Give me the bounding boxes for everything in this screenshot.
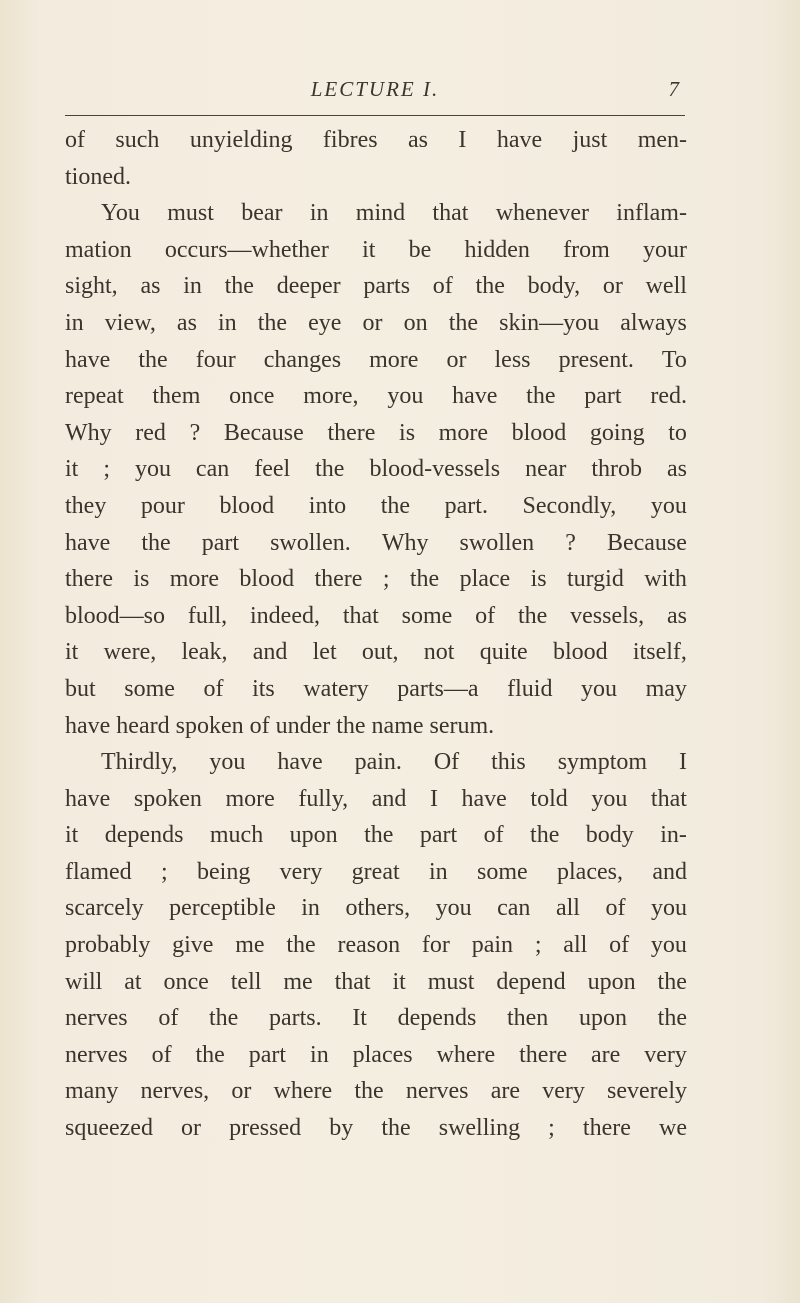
word: is — [399, 419, 416, 446]
word: ? — [189, 419, 201, 446]
word: you — [650, 895, 687, 922]
text-line — [65, 122, 687, 159]
word: as — [666, 602, 687, 629]
word: very — [644, 1041, 687, 1068]
text-line — [65, 195, 687, 232]
word: must — [427, 968, 475, 995]
word: spoken — [133, 785, 202, 812]
text-line — [65, 1037, 687, 1074]
word: just — [572, 127, 608, 153]
word: some — [401, 602, 453, 629]
word: there — [65, 566, 113, 593]
word: the — [657, 968, 687, 995]
word: me — [283, 968, 313, 995]
word: swollen. — [270, 529, 351, 556]
word: in — [65, 309, 84, 336]
word: tell — [230, 968, 262, 995]
word: is — [530, 566, 547, 593]
word: the — [208, 1005, 239, 1032]
text-line — [65, 415, 687, 452]
word: swelling — [438, 1115, 521, 1142]
text-line — [65, 927, 687, 964]
text-line — [65, 854, 687, 891]
word: part — [248, 1041, 287, 1068]
word: vessels, — [570, 602, 645, 629]
word: that — [650, 785, 687, 812]
text-line — [65, 817, 687, 854]
word: in — [183, 273, 202, 300]
word: of — [203, 675, 224, 702]
word: have — [277, 749, 323, 776]
word: Because — [223, 419, 304, 446]
text-line — [65, 305, 687, 342]
word: or — [602, 273, 623, 300]
word: them — [152, 383, 201, 410]
word: for — [421, 932, 450, 959]
word: itself, — [632, 639, 687, 666]
text-line — [65, 1110, 687, 1147]
word: depends — [397, 1005, 477, 1032]
word: and — [371, 785, 407, 812]
word: others, — [345, 895, 411, 922]
word: the — [138, 346, 168, 373]
word: some — [124, 675, 175, 702]
word: fluid — [507, 675, 553, 702]
word: as — [140, 273, 161, 300]
word: nerves — [65, 1041, 128, 1068]
word: it — [65, 822, 79, 849]
word: turgid — [566, 566, 624, 593]
word: less — [494, 346, 531, 373]
word: present. — [558, 346, 634, 373]
word: the — [286, 932, 316, 959]
running-title: LECTURE I. — [310, 77, 440, 101]
word: depends — [104, 822, 184, 849]
word: unyielding — [189, 127, 293, 153]
word: nerves — [405, 1078, 469, 1105]
word: its — [252, 675, 275, 702]
word: out, — [361, 639, 399, 666]
word: from — [563, 236, 610, 263]
word: parts. — [268, 1005, 322, 1032]
word: place — [459, 566, 511, 593]
word: that — [342, 602, 379, 629]
word: the — [380, 492, 411, 519]
text-line — [65, 744, 687, 781]
word: red. — [650, 383, 687, 410]
word: reason — [337, 932, 401, 959]
word: places, — [557, 858, 623, 885]
word: pressed — [229, 1115, 302, 1142]
word: as — [666, 456, 687, 483]
header-rule — [65, 115, 685, 116]
word: quite — [479, 639, 528, 666]
word: You — [101, 200, 140, 227]
word: or — [181, 1115, 202, 1142]
word: throb — [591, 456, 642, 483]
word: parts—a — [397, 675, 479, 702]
word: very — [542, 1078, 585, 1105]
text-line — [65, 781, 687, 818]
body-text — [65, 122, 687, 1147]
word: have — [496, 127, 543, 153]
word: you — [650, 932, 687, 959]
word: were, — [103, 639, 157, 666]
word: in — [301, 895, 320, 922]
word: pour — [140, 492, 185, 519]
word: where — [436, 1041, 496, 1068]
word: of — [483, 822, 504, 849]
word: this — [491, 749, 526, 776]
word: you — [581, 675, 618, 702]
word: have — [461, 785, 507, 812]
word: part. — [444, 492, 488, 519]
word: ; — [382, 566, 390, 593]
word: can — [497, 895, 531, 922]
word: you — [209, 749, 246, 776]
word: very — [279, 858, 323, 885]
word: or — [231, 1078, 252, 1105]
text-line — [65, 964, 687, 1001]
text-line — [65, 634, 687, 671]
text-line — [65, 1073, 687, 1110]
word: It — [352, 1005, 367, 1032]
word: of — [609, 932, 630, 959]
word: full, — [187, 602, 228, 629]
word: once — [229, 383, 275, 410]
word: more — [369, 346, 419, 373]
word: more — [225, 785, 275, 812]
word: I — [458, 127, 467, 153]
word: scarcely — [65, 895, 144, 922]
word: men- — [637, 127, 687, 153]
word: Secondly, — [522, 492, 617, 519]
word: the — [530, 822, 560, 849]
word: leak, — [181, 639, 228, 666]
word: you — [650, 492, 687, 519]
word: of — [151, 1041, 172, 1068]
word: more, — [303, 383, 359, 410]
word: body — [585, 822, 634, 849]
word: four — [195, 346, 236, 373]
word: you — [387, 383, 424, 410]
word: at — [124, 968, 142, 995]
word: with — [644, 566, 687, 593]
word: it — [392, 968, 406, 995]
word: there — [519, 1041, 568, 1068]
word: Thirdly, — [101, 749, 178, 776]
word: or — [446, 346, 467, 373]
word: the — [381, 1115, 411, 1142]
word: blood — [552, 639, 608, 666]
word: then — [506, 1005, 549, 1032]
word: deeper — [276, 273, 341, 300]
text-line: have heard spoken of under the name serum. — [65, 712, 495, 739]
word: such — [115, 127, 160, 153]
word: that — [334, 968, 371, 995]
text-line — [65, 525, 687, 562]
word: Because — [606, 529, 687, 556]
word: blood—so — [65, 602, 166, 629]
word: the — [448, 309, 479, 336]
word: feel — [254, 456, 291, 483]
word: the — [257, 309, 288, 336]
word: changes — [263, 346, 342, 373]
word: bear — [241, 200, 283, 227]
word: are — [591, 1041, 621, 1068]
word: eye — [308, 309, 342, 336]
word: ; — [548, 1115, 555, 1142]
word: of — [432, 273, 453, 300]
word: nerves — [65, 1005, 128, 1032]
word: not — [423, 639, 455, 666]
word: it — [65, 639, 79, 666]
word: blood — [219, 492, 275, 519]
word: it — [65, 456, 79, 483]
word: repeat — [65, 383, 124, 410]
word: there — [327, 419, 376, 446]
word: fully, — [298, 785, 349, 812]
page-number: 7 — [668, 77, 679, 101]
word: view, — [104, 309, 156, 336]
word: much — [209, 822, 264, 849]
word: or — [362, 309, 383, 336]
word: flamed — [65, 858, 132, 885]
word: as — [408, 127, 428, 153]
word: squeezed — [65, 1115, 153, 1142]
word: of — [475, 602, 496, 629]
word: near — [525, 456, 567, 483]
word: To — [661, 346, 687, 373]
word: the — [224, 273, 254, 300]
text-line — [65, 378, 687, 415]
word: Of — [433, 749, 460, 776]
word: sight, — [65, 273, 118, 300]
word: there — [582, 1115, 631, 1142]
word: all — [555, 895, 580, 922]
word: ; — [534, 932, 542, 959]
word: more — [169, 566, 220, 593]
word: we — [658, 1115, 687, 1142]
word: inflam- — [616, 200, 687, 227]
word: by — [329, 1115, 354, 1142]
text-line — [65, 561, 687, 598]
word: ; — [160, 858, 168, 885]
word: me — [235, 932, 265, 959]
word: occurs—whether — [164, 236, 329, 263]
word: I — [679, 749, 687, 776]
word: in — [310, 1041, 329, 1068]
word: have — [452, 383, 498, 410]
word: in — [218, 309, 237, 336]
word: are — [490, 1078, 520, 1105]
word: places — [352, 1041, 413, 1068]
word: you — [134, 456, 171, 483]
word: pain. — [354, 749, 402, 776]
word: the — [526, 383, 556, 410]
word: you — [435, 895, 472, 922]
word: of — [158, 1005, 179, 1032]
word: the — [517, 602, 548, 629]
page-header — [65, 77, 685, 107]
word: ? — [565, 529, 576, 556]
text-line — [65, 488, 687, 525]
word: in — [428, 858, 448, 885]
word: is — [133, 566, 150, 593]
word: mind — [355, 200, 406, 227]
word: once — [163, 968, 209, 995]
word: part — [201, 529, 240, 556]
word: symptom — [557, 749, 648, 776]
word: blood — [239, 566, 295, 593]
word: the — [354, 1078, 384, 1105]
word: fibres — [322, 127, 378, 153]
word: all — [563, 932, 588, 959]
word: will — [65, 968, 103, 995]
word: nerves, — [140, 1078, 210, 1105]
text-line: tioned. — [65, 163, 131, 190]
word: watery — [303, 675, 369, 702]
word: swollen — [459, 529, 535, 556]
word: that — [432, 200, 469, 227]
word: on — [403, 309, 428, 336]
word: the — [315, 456, 345, 483]
word: always — [620, 309, 687, 336]
word: Why — [65, 419, 112, 446]
word: in — [309, 200, 329, 227]
word: whenever — [495, 200, 589, 227]
word: depend — [496, 968, 566, 995]
word: give — [172, 932, 214, 959]
word: you — [591, 785, 628, 812]
word: where — [273, 1078, 333, 1105]
word: be — [408, 236, 432, 263]
text-line — [65, 890, 687, 927]
word: many — [65, 1078, 119, 1105]
word: indeed, — [250, 602, 320, 629]
word: they — [65, 492, 107, 519]
word: but — [65, 675, 96, 702]
word: the — [657, 1005, 687, 1032]
word: going — [589, 419, 645, 446]
word: as — [176, 309, 197, 336]
word: ; — [103, 456, 110, 483]
word: there — [314, 566, 363, 593]
text-line — [65, 1000, 687, 1037]
text-line — [65, 342, 687, 379]
text-line — [65, 268, 687, 305]
word: to — [668, 419, 687, 446]
word: have — [65, 346, 111, 373]
word: hidden — [464, 236, 530, 263]
word: the — [195, 1041, 225, 1068]
word: great — [351, 858, 400, 885]
word: well — [645, 273, 687, 300]
word: have — [65, 785, 111, 812]
word: upon — [289, 822, 338, 849]
text-line — [65, 451, 687, 488]
word: and — [652, 858, 687, 885]
word: the — [409, 566, 440, 593]
word: of — [605, 895, 626, 922]
word: Why — [381, 529, 429, 556]
word: may — [645, 675, 687, 702]
word: probably — [65, 932, 151, 959]
word: being — [197, 858, 251, 885]
word: into — [308, 492, 347, 519]
word: must — [167, 200, 214, 227]
word: the — [475, 273, 505, 300]
word: skin—you — [499, 309, 600, 336]
word: I — [429, 785, 438, 812]
word: red — [135, 419, 166, 446]
word: upon — [587, 968, 636, 995]
word: in- — [660, 822, 687, 849]
word: told — [530, 785, 568, 812]
word: perceptible — [169, 895, 276, 922]
word: the — [141, 529, 171, 556]
word: more — [438, 419, 488, 446]
word: body, — [527, 273, 581, 300]
word: pain — [471, 932, 514, 959]
word: upon — [578, 1005, 627, 1032]
word: part — [419, 822, 458, 849]
word: your — [642, 236, 687, 263]
word: part — [584, 383, 622, 410]
word: some — [477, 858, 528, 885]
text-line — [65, 232, 687, 269]
word: severely — [607, 1078, 687, 1105]
word: and — [252, 639, 288, 666]
word: have — [65, 529, 111, 556]
word: blood-vessels — [369, 456, 501, 483]
text-line — [65, 671, 687, 708]
word: it — [362, 236, 376, 263]
word: blood — [511, 419, 567, 446]
word: the — [364, 822, 394, 849]
word: can — [195, 456, 230, 483]
word: let — [312, 639, 337, 666]
text-line — [65, 598, 687, 635]
word: parts — [363, 273, 411, 300]
word: mation — [65, 236, 132, 263]
word: of — [65, 127, 85, 153]
